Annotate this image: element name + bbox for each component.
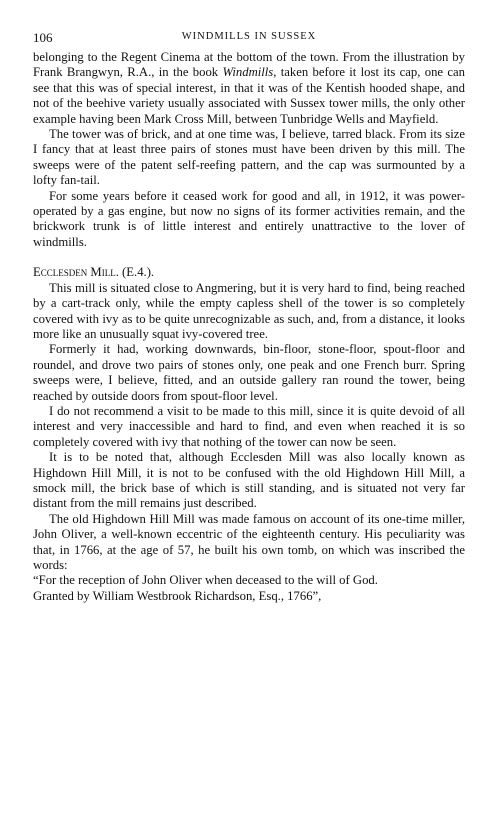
running-head: [33, 30, 465, 46]
paragraph-ecclesden-visit: I do not recommend a visit to be made to this mill, since it is quite devoid of all interest and very inaccessible and hard to find, and even when reached it is so completely covered with ivy that nothing of the tower can now be seen.: [33, 403, 465, 449]
section-spacer: [33, 250, 465, 265]
tomb-inscription-quote: “For the reception of John Oliver when deceased to the will of God. Granted by William Westbrook Richardson, Esq., 1766”,: [33, 573, 378, 603]
paragraph-highdown-note: It is to be noted that, although Ecclesden Mill was also locally known as Highdown Hill Mill, it is not to be confused with the old Highdown Hill Mill, a smock mill, the brick base of which is still standing, and is situated not very far distant from the mill remains just described.: [33, 450, 465, 511]
running-title: WINDMILLS IN SUSSEX: [181, 31, 317, 42]
paragraph-text: belonging to the Regent Cinema at the bottom of the town. From the illustration by Frank Brangwyn, R.A., in the book: [33, 50, 465, 80]
paragraph-ecclesden-location: This mill is situated close to Angmering, but it is very hard to find, being reached by a cart-track only, while the empty capless shell of the tower is so completely covered with ivy as to be quite unrecognizable as such, and, from a distance, it looks more like an unusually squat ivy-covered tree.: [33, 280, 465, 341]
paragraph-text: taken before it lost its cap, one can see that this was of special interest, in that it was of the Kentish hooded shape, and not of the beehive variety usually associated with Sussex tower mills, the only other example having been Mark Cross Mill, between Tunbridge Wells and Mayfield.: [33, 65, 465, 126]
paragraph-regent-mill: [33, 50, 465, 127]
paragraph-john-oliver: The old Highdown Hill Mill was made famous on account of its one-time miller, John Oliver, a well-known eccentric of the eighteenth century. His peculiarity was that, in 1766, at the age of 57, he built his own tomb, on which was inscribed the words:: [33, 511, 465, 572]
book-title: Windmills,: [222, 65, 277, 80]
page-body: [33, 50, 465, 604]
section-heading-ref: (E.4.).: [118, 265, 155, 280]
paragraph-ecclesden-floors: Formerly it had, working downwards, bin-floor, stone-floor, spout-floor and roundel, and drove two pairs of stones only, one peak and one French burr. Spring sweeps were, I believe, fitted, and an outside gallery ran round the tower, being reached by outside doors from spout-floor level.: [33, 342, 465, 403]
section-heading: [33, 265, 465, 280]
paragraph-tower-brick: The tower was of brick, and at one time was, I believe, tarred black. From its size I fancy that at least three pairs of stones must have been driven by this mill. The sweeps were of the patent self-reefing pattern, and the cap was surmounted by a lofty fan-tail.: [33, 127, 465, 188]
section-heading-title: Ecclesden Mill.: [33, 265, 119, 280]
paragraph-gas-engine: For some years before it ceased work for good and all, in 1912, it was power-operated by a gas engine, but now no signs of its former activities remain, and the brickwork trunk is of little interest and entirely unattractive to the lover of windmills.: [33, 188, 465, 249]
page-number: 106: [33, 30, 53, 45]
